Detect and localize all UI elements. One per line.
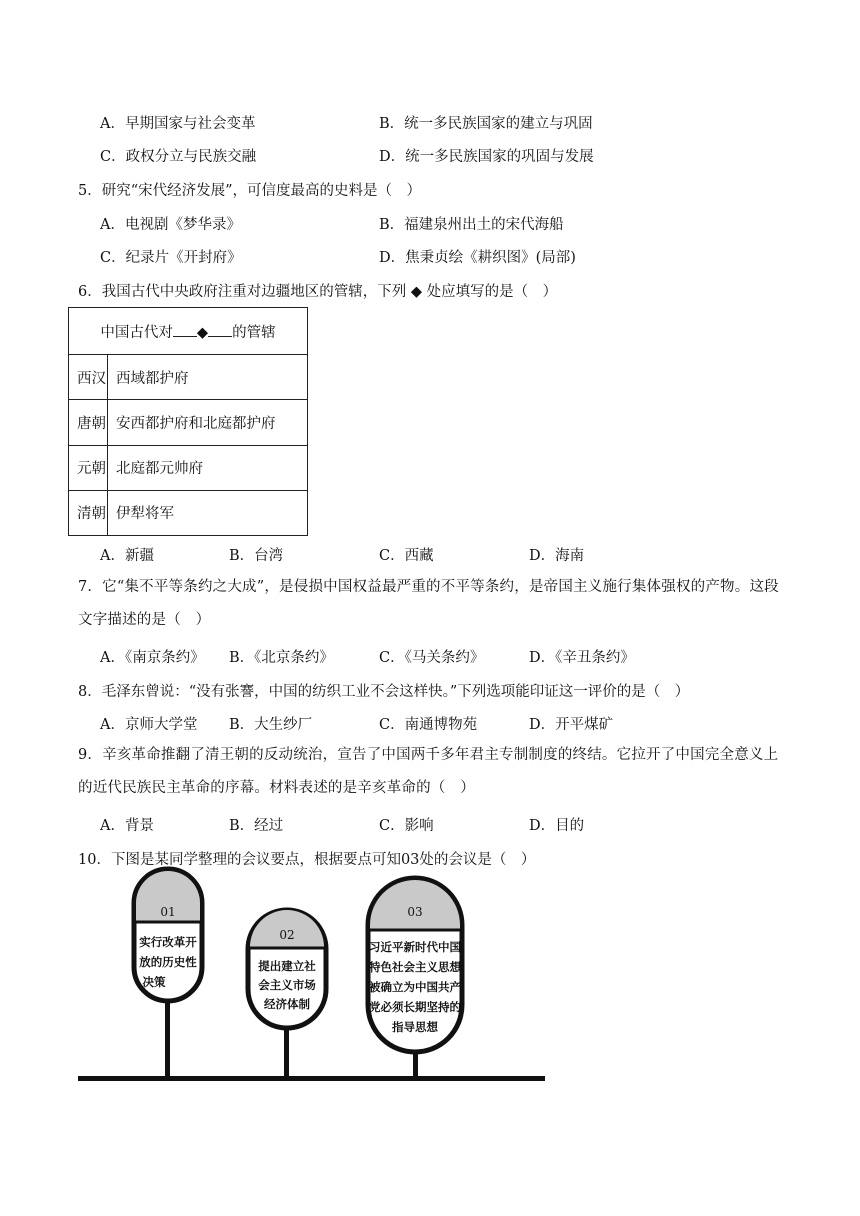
q6-table-row <box>69 445 308 490</box>
q8-option-c: C．南通博物苑 <box>379 717 478 733</box>
sign-03-line: 被确立为中国共产 <box>369 980 461 994</box>
sign-01-line: 放的历史性 <box>139 955 197 969</box>
q7-option-c: C．《马关条约》 <box>379 650 485 666</box>
q6-option-c: C．西藏 <box>379 548 434 564</box>
q9-option-a: A．背景 <box>100 818 154 834</box>
q6-table <box>68 307 308 536</box>
q4-option-c: C．政权分立与民族交融 <box>100 149 257 165</box>
q7-option-a: A．《南京条约》 <box>100 650 205 666</box>
q8-option-b: B．大生纱厂 <box>229 717 313 733</box>
q6-office-cell: 伊犁将军 <box>108 490 308 535</box>
q6-table-header-post: 的管辖 <box>232 324 276 341</box>
q9-option-d: D．目的 <box>529 818 585 834</box>
q9-option-c: C．影响 <box>379 818 434 834</box>
q7-option-d: D．《辛丑条约》 <box>529 650 635 666</box>
q4-option-b: B．统一多民族国家的建立与巩固 <box>379 116 593 132</box>
sign-01-number: 01 <box>160 905 176 919</box>
q6-office-cell: 西域都护府 <box>108 355 308 400</box>
sign-03 <box>368 878 462 1077</box>
sign-01-line: 决策 <box>142 975 166 989</box>
q6-stem: 6．我国古代中央政府注重对边疆地区的管辖，下列 ◆ 处应填写的是（ ） <box>78 284 558 300</box>
q7-option-b: B．《北京条约》 <box>229 650 334 666</box>
sign-02-post <box>284 1025 289 1077</box>
q8-stem: 8．毛泽东曾说：“没有张謇，中国的纺织工业不会这样快。”下列选项能印证这一评价的是（ ） <box>78 684 690 700</box>
q6-office-cell: 安西都护府和北庭都护府 <box>108 400 308 445</box>
q7-stem: 7．它“集不平等条约之大成”，是侵损中国权益最严重的不平等条约，是帝国主义施行集体强权的产物。这段文字描述的是（ ） <box>78 579 779 628</box>
q4-option-d: D．统一多民族国家的巩固与发展 <box>379 149 594 165</box>
sign-03-line: 习近平新时代中国 <box>369 940 461 954</box>
q6-diamond-mark: ◆ <box>196 324 209 341</box>
q9-stem: 9．辛亥革命推翻了清王朝的反动统治，宣告了中国两千多年君主专制制度的终结。它拉开了中国完全意义上的近代民族民主革命的序幕。材料表述的是辛亥革命的（ ） <box>78 747 779 796</box>
q6-option-b: B．台湾 <box>229 548 284 564</box>
q6-era-cell: 西汉 <box>69 355 108 400</box>
sign-03-number: 03 <box>407 905 423 919</box>
q6-table-row <box>69 490 308 535</box>
q6-blank-left <box>173 322 197 337</box>
q6-blank-right <box>208 322 232 337</box>
q5-stem: 5．研究“宋代经济发展”，可信度最高的史料是（ ） <box>78 183 422 199</box>
q5-option-c: C．纪录片《开封府》 <box>100 250 242 266</box>
q5-option-b: B．福建泉州出土的宋代海船 <box>379 217 564 233</box>
q6-table-row <box>69 400 308 445</box>
sign-03-line: 党必须长期坚持的 <box>369 1000 461 1014</box>
sign-03-line: 特色社会主义思想 <box>369 960 461 974</box>
q6-option-d: D．海南 <box>529 548 585 564</box>
q6-era-cell: 元朝 <box>69 445 108 490</box>
q6-table-row <box>69 355 308 400</box>
q10-stem: 10．下图是某同学整理的会议要点，根据要点可知03处的会议是（ ） <box>78 852 536 868</box>
ground-line <box>78 1076 545 1081</box>
q8-option-a: A．京师大学堂 <box>100 717 198 733</box>
sign-01 <box>134 869 202 1077</box>
sign-02 <box>248 910 326 1077</box>
q6-era-cell: 清朝 <box>69 490 108 535</box>
meeting-signs-diagram <box>76 865 556 1090</box>
q6-table-header <box>69 308 308 355</box>
sign-02-line: 会主义市场 <box>258 978 316 992</box>
sign-03-line: 指导思想 <box>392 1020 438 1034</box>
q8-option-d: D．开平煤矿 <box>529 717 614 733</box>
q6-era-cell: 唐朝 <box>69 400 108 445</box>
q6-office-cell: 北庭都元帅府 <box>108 445 308 490</box>
q4-option-a: A．早期国家与社会变革 <box>100 116 256 132</box>
q5-option-d: D．焦秉贞绘《耕织图》(局部) <box>379 250 576 266</box>
sign-02-number: 02 <box>279 928 295 942</box>
q5-option-a: A．电视剧《梦华录》 <box>100 217 241 233</box>
q6-option-a: A．新疆 <box>100 548 154 564</box>
q9-option-b: B．经过 <box>229 818 284 834</box>
q6-table-header-pre: 中国古代对 <box>100 324 173 341</box>
sign-02-line: 经济体制 <box>264 997 310 1011</box>
sign-02-line: 提出建立社 <box>258 959 316 973</box>
sign-01-line: 实行改革开 <box>139 935 197 949</box>
